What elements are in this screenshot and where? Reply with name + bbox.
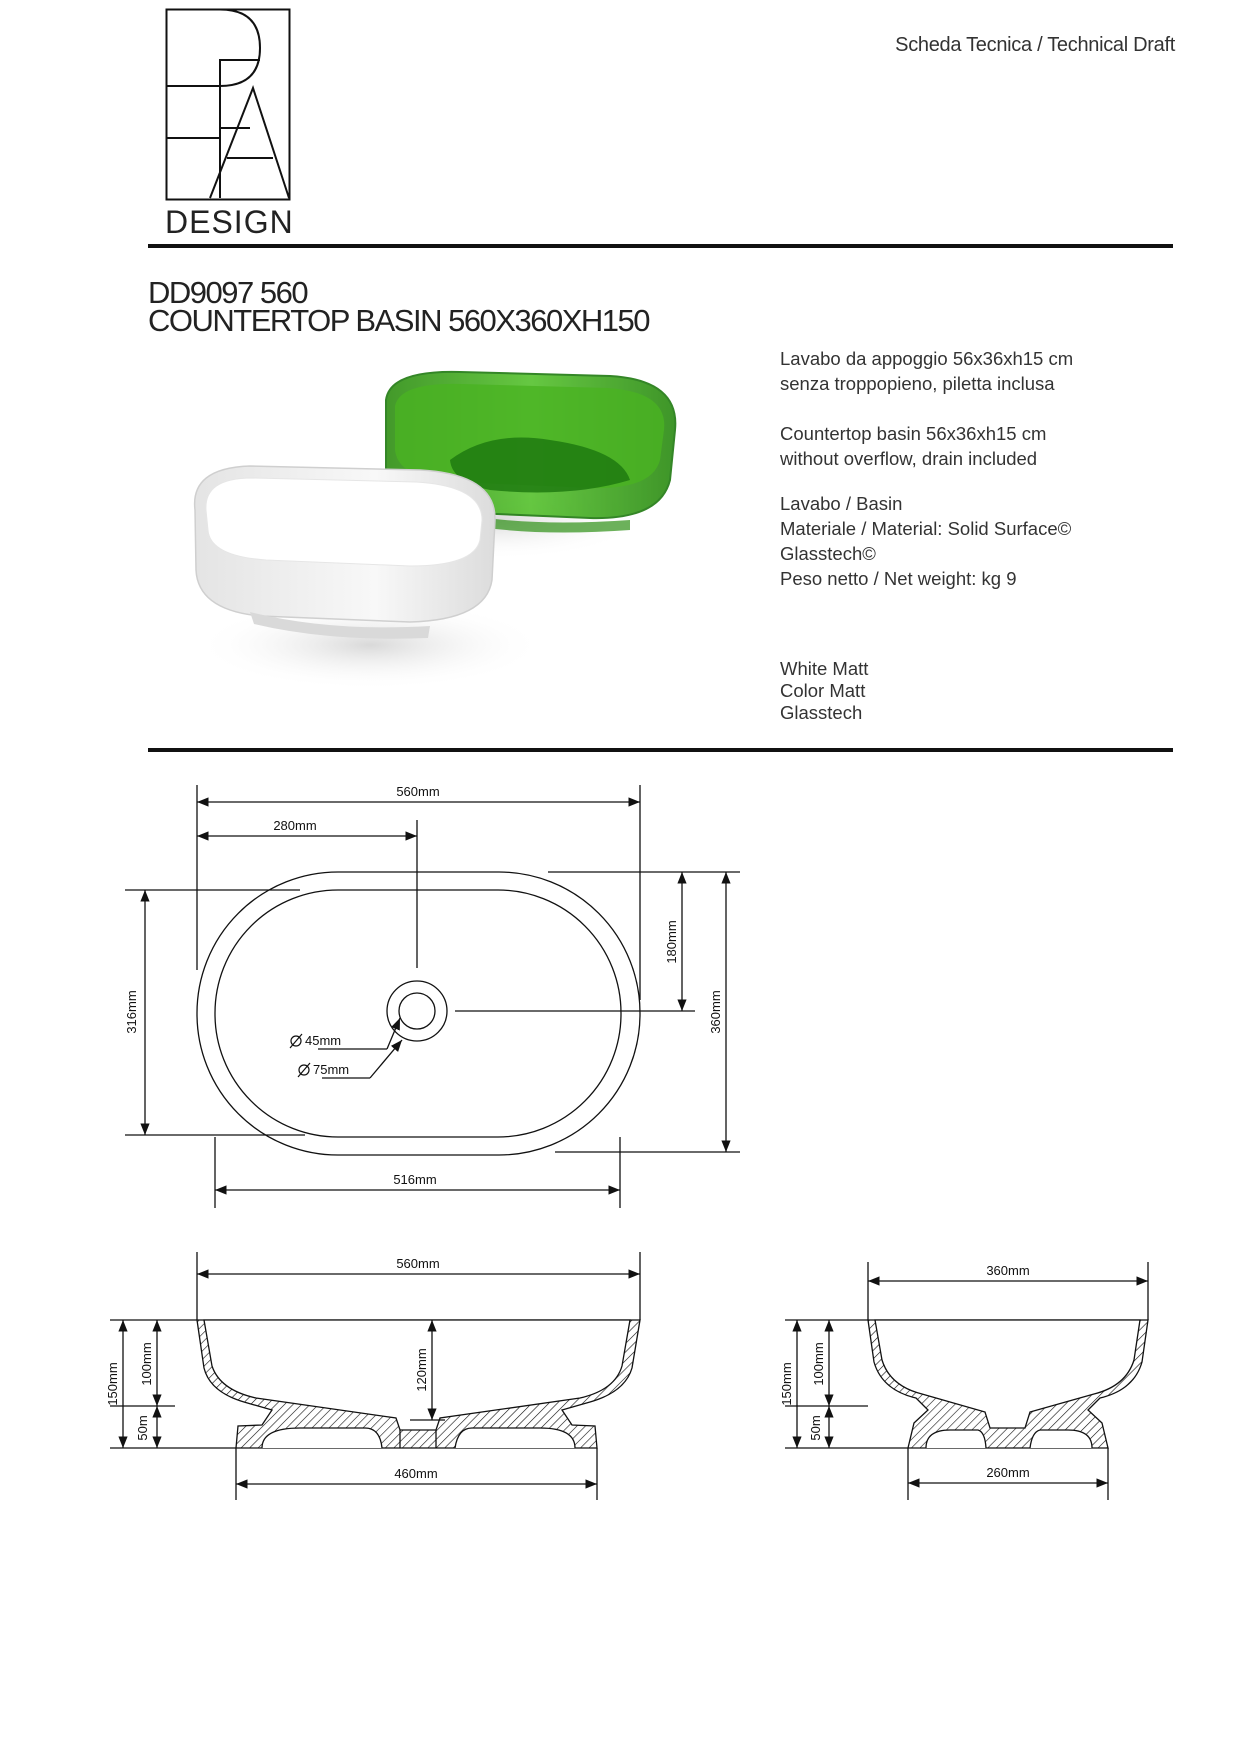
plan-inner-width-label: 516mm bbox=[393, 1172, 437, 1187]
product-name: COUNTERTOP BASIN 560X360XH150 bbox=[148, 303, 649, 338]
front-base-width-label: 460mm bbox=[394, 1466, 438, 1481]
plan-view bbox=[125, 785, 740, 1208]
side-height-label: 150mm bbox=[779, 1362, 794, 1406]
description-it-line1: Lavabo da appoggio 56x36xh15 cm bbox=[780, 348, 1074, 369]
side-width-label: 360mm bbox=[986, 1263, 1030, 1278]
finish-item: Glasstech bbox=[780, 702, 863, 723]
drain-inner-label: 45mm bbox=[305, 1033, 342, 1048]
front-inner-depth-label: 120mm bbox=[414, 1348, 429, 1392]
side-section bbox=[785, 1262, 1148, 1500]
front-height-label: 150mm bbox=[105, 1362, 120, 1406]
plan-inner-outline bbox=[215, 890, 621, 1137]
plan-half-width-label: 280mm bbox=[273, 818, 317, 833]
side-foot-label: 50m bbox=[808, 1415, 823, 1441]
front-section bbox=[110, 1252, 640, 1500]
spec-material-line2: Glasstech© bbox=[780, 543, 876, 564]
plan-inner-height-label: 316mm bbox=[124, 990, 139, 1034]
description-en-line2: without overflow, drain included bbox=[780, 448, 1038, 469]
plan-width-label: 560mm bbox=[396, 784, 440, 799]
spec-type: Lavabo / Basin bbox=[780, 493, 903, 514]
description-en-line1: Countertop basin 56x36xh15 cm bbox=[780, 423, 1047, 444]
side-bowl-depth-label: 100mm bbox=[811, 1342, 826, 1386]
finish-item: White Matt bbox=[780, 658, 869, 679]
plan-half-height-label: 180mm bbox=[664, 920, 679, 964]
drain-inner-circle bbox=[399, 993, 435, 1029]
side-base-width-label: 260mm bbox=[986, 1465, 1030, 1480]
drain-outer-circle bbox=[387, 981, 447, 1041]
product-code: DD9097 560 bbox=[148, 275, 308, 310]
brand-name: DESIGN bbox=[165, 204, 294, 240]
spec-weight: Peso netto / Net weight: kg 9 bbox=[780, 568, 1017, 589]
front-bowl-depth-label: 100mm bbox=[139, 1342, 154, 1386]
front-foot-label: 50m bbox=[135, 1415, 150, 1441]
plan-height-label: 360mm bbox=[708, 990, 723, 1034]
front-width-label: 560mm bbox=[396, 1256, 440, 1271]
spec-material-line1: Materiale / Material: Solid Surface© bbox=[780, 518, 1072, 539]
document-type: Scheda Tecnica / Technical Draft bbox=[895, 34, 1175, 56]
description-it-line2: senza troppopieno, piletta inclusa bbox=[780, 373, 1055, 394]
drain-outer-label: 75mm bbox=[313, 1062, 350, 1077]
finish-item: Color Matt bbox=[780, 680, 866, 701]
